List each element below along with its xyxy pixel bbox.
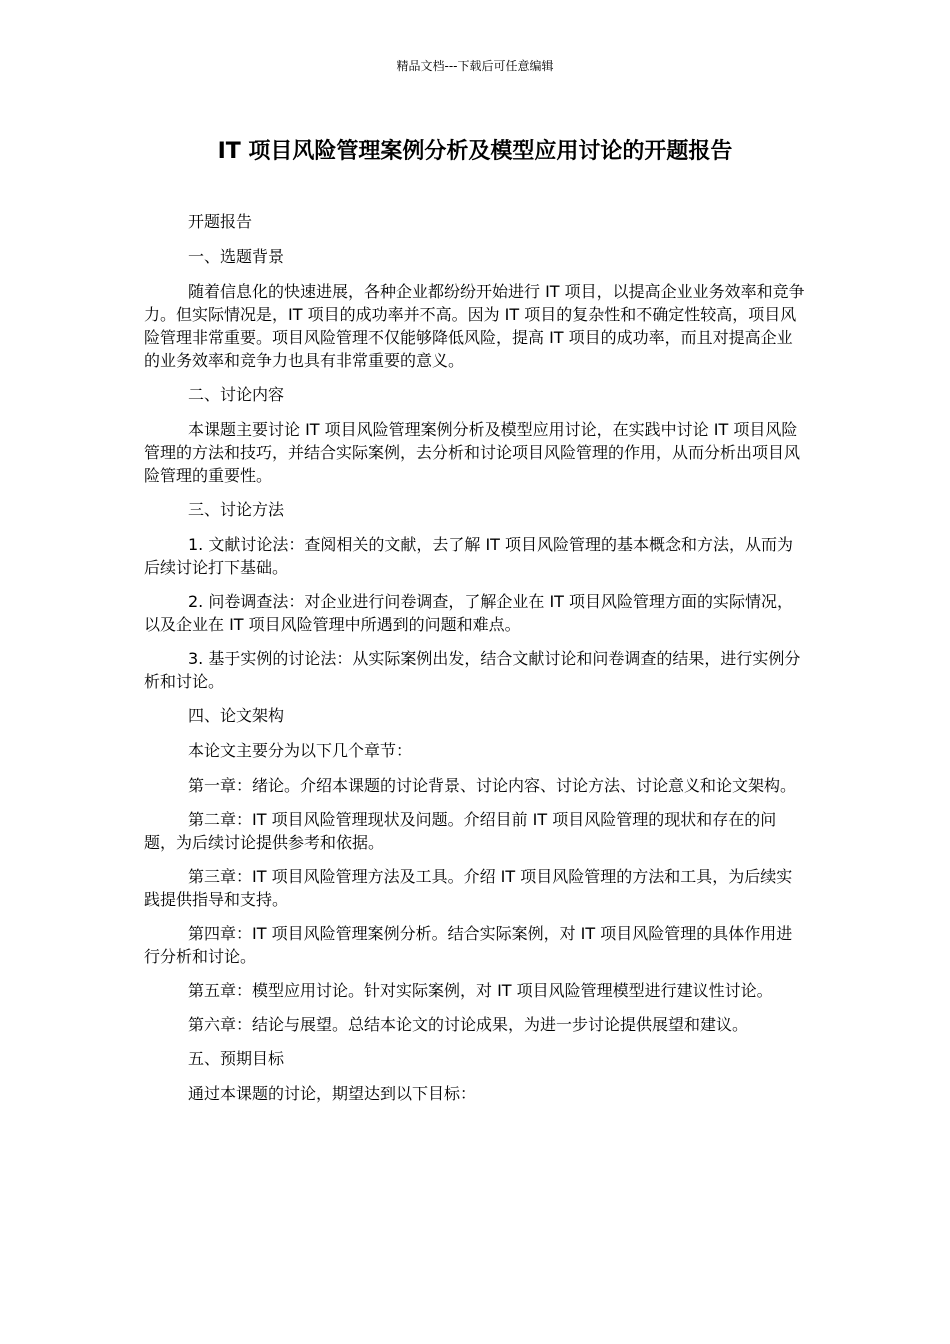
chapter-item-3: 第三章：IT 项目风险管理方法及工具。介绍 IT 项目风险管理的方法和工具，为后续实践提供指导和支持。: [144, 867, 793, 909]
chapter-item-5: 第五章：模型应用讨论。针对实际案例，对 IT 项目风险管理模型进行建议性讨论。: [188, 981, 773, 1000]
paragraph-goals-intro: 通过本课题的讨论，期望达到以下目标：: [188, 1084, 477, 1103]
chapter-item-1: 第一章：绪论。介绍本课题的讨论背景、讨论内容、讨论方法、讨论意义和论文架构。: [188, 776, 797, 795]
document-title: IT 项目风险管理案例分析及模型应用讨论的开题报告: [217, 139, 733, 164]
chapter-item-2: 第二章：IT 项目风险管理现状及问题。介绍目前 IT 项目风险管理的现状和存在的问题，为后续讨论提供参考和依据。: [144, 810, 777, 852]
chapter-item-6: 第六章：结论与展望。总结本论文的讨论成果，为进一步讨论提供展望和建议。: [188, 1015, 749, 1034]
method-item-literature: 1. 文献讨论法：查阅相关的文献，去了解 IT 项目风险管理的基本概念和方法，从而为后续讨论打下基础。: [144, 535, 794, 577]
section-label-report: 开题报告: [188, 212, 253, 231]
method-item-case: 3. 基于实例的讨论法：从实际案例出发，结合文献讨论和问卷调查的结果，进行实例分析和讨论。: [144, 649, 801, 691]
chapter-item-4: 第四章：IT 项目风险管理案例分析。结合实际案例，对 IT 项目风险管理的具体作用进行分析和讨论。: [144, 924, 793, 966]
paragraph-background: 随着信息化的快速进展，各种企业都纷纷开始进行 IT 项目，以提高企业业务效率和竞争力。但实际情况是，IT 项目的成功率并不高。因为 IT 项目的复杂性和不确定性较高，项目风险管理非常重要。项目风险管理不仅能够降低风险，提高 IT 项目的成功率，而且对提高企业的业务效率和竞争力也具有非常重要的意义。: [144, 282, 805, 370]
section-heading-structure: 四、论文架构: [188, 706, 285, 725]
section-heading-content: 二、讨论内容: [188, 385, 285, 404]
section-heading-goals: 五、预期目标: [188, 1049, 285, 1068]
method-item-survey: 2. 问卷调查法：对企业进行问卷调查，了解企业在 IT 项目风险管理方面的实际情况，以及企业在 IT 项目风险管理中所遇到的问题和难点。: [144, 592, 794, 634]
paragraph-content: 本课题主要讨论 IT 项目风险管理案例分析及模型应用讨论，在实践中讨论 IT 项目风险管理的方法和技巧，并结合实际案例，去分析和讨论项目风险管理的作用，从而分析出项目风险管理的重要性。: [144, 420, 801, 485]
document-body: [144, 210, 806, 1116]
paragraph-structure-intro: 本论文主要分为以下几个章节：: [188, 741, 413, 760]
header-note: 精品文档---下载后可任意编辑: [396, 59, 554, 73]
section-heading-background: 一、选题背景: [188, 247, 285, 266]
section-heading-methods: 三、讨论方法: [188, 500, 285, 519]
